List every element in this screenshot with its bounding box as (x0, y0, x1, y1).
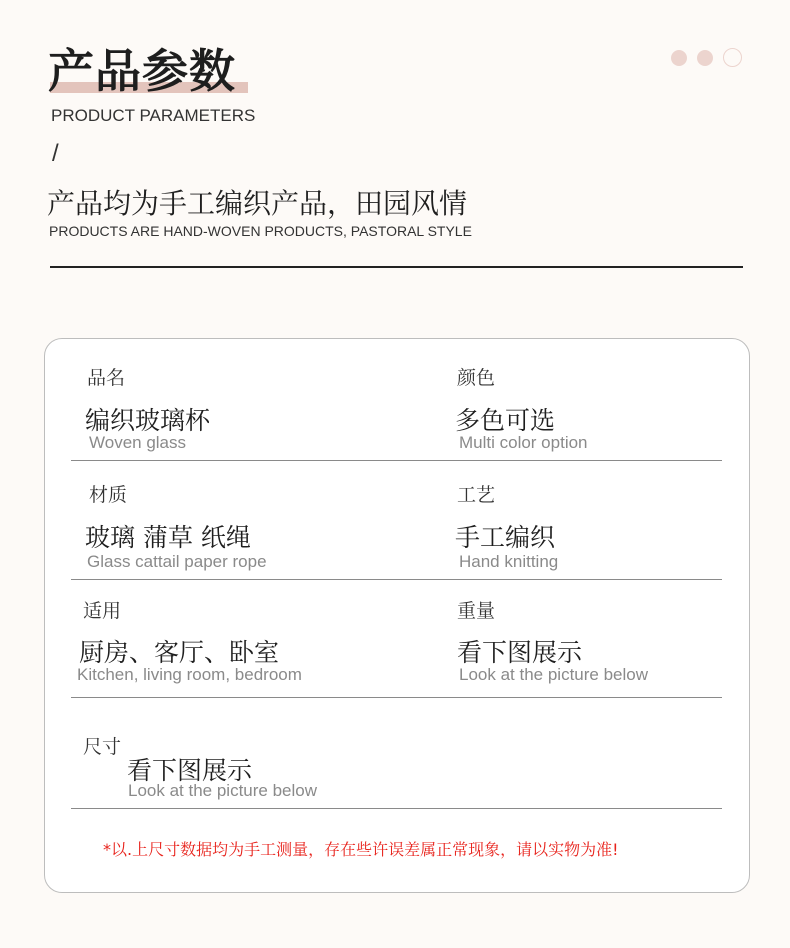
row-divider (71, 808, 722, 809)
param-craft-label: 工艺 (457, 484, 496, 506)
parameters-card (44, 338, 750, 893)
param-color-value-en: Multi color option (459, 433, 588, 452)
dot-icon (697, 50, 713, 66)
param-craft-value-en: Hand knitting (459, 552, 559, 571)
header-divider (50, 266, 743, 268)
param-name-value: 编织玻璃杯 (85, 406, 211, 435)
decorative-dots (671, 48, 742, 67)
row-divider (71, 697, 722, 698)
param-usage-label: 适用 (83, 600, 122, 622)
param-material-label: 材质 (89, 484, 128, 506)
param-size-label: 尺寸 (83, 736, 122, 758)
param-name-label: 品名 (87, 367, 126, 389)
dot-icon (671, 50, 687, 66)
param-weight-label: 重量 (457, 600, 496, 622)
param-material-value: 玻璃 蒲草 纸绳 (85, 523, 251, 552)
slash-divider: / (52, 140, 59, 167)
param-size-value-en: Look at the picture below (128, 781, 318, 800)
param-color-label: 颜色 (457, 367, 496, 389)
param-usage-value: 厨房、客厅、卧室 (79, 638, 280, 667)
page-subtitle-en: PRODUCT PARAMETERS (51, 106, 256, 125)
param-material-value-en: Glass cattail paper rope (87, 552, 267, 571)
tagline: 产品均为手工编织产品，田园风情 (47, 187, 468, 220)
page-title: 产品参数 (48, 44, 236, 98)
param-color-value: 多色可选 (455, 406, 556, 435)
measurement-note: *以.上尺寸数据均为手工测量，存在些许误差属正常现象，请以实物为准! (103, 840, 619, 859)
param-weight-value-en: Look at the picture below (459, 665, 649, 684)
title-block (48, 40, 236, 102)
param-usage-value-en: Kitchen, living room, bedroom (77, 665, 302, 684)
param-size-value: 看下图展示 (127, 756, 253, 785)
row-divider (71, 460, 722, 461)
param-weight-value: 看下图展示 (457, 638, 583, 667)
ring-icon (723, 48, 742, 67)
row-divider (71, 579, 722, 580)
param-craft-value: 手工编织 (455, 523, 556, 552)
param-name-value-en: Woven glass (89, 433, 187, 452)
tagline-en: PRODUCTS ARE HAND-WOVEN PRODUCTS, PASTORAL STYLE (49, 223, 472, 239)
